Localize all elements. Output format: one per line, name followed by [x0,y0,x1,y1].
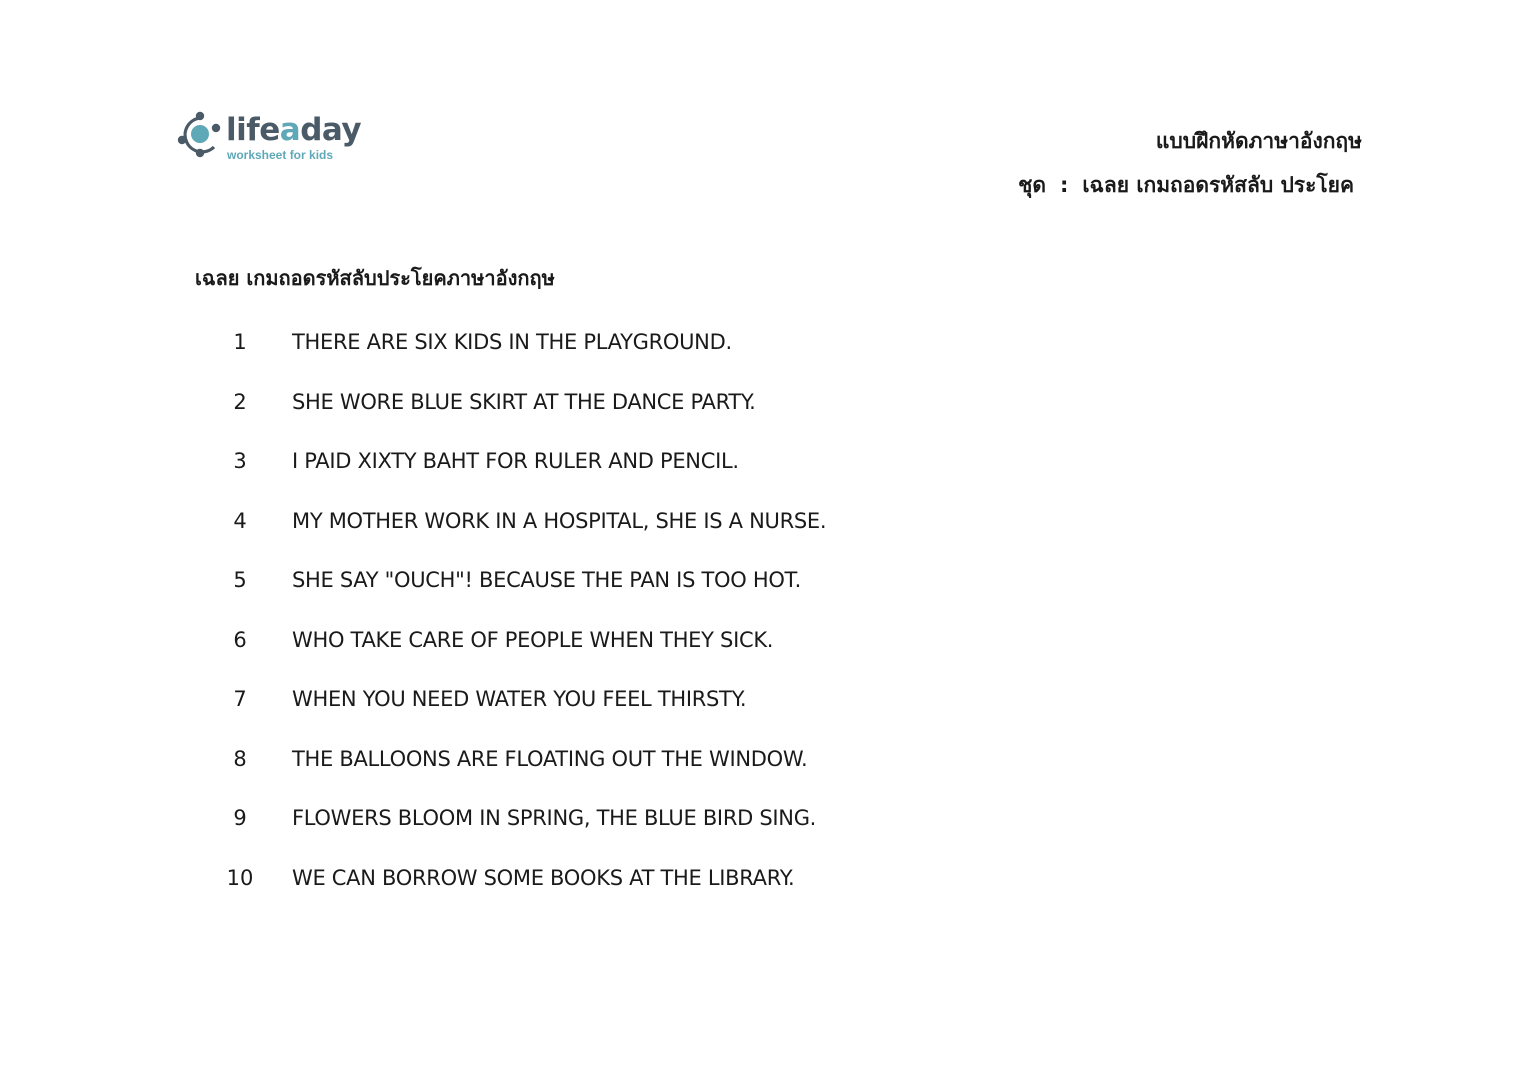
logo-word-part1: life [226,112,280,148]
logo-word-part2: a [279,112,301,148]
logo-molecule-icon [176,110,224,160]
answer-sentence: WE CAN BORROW SOME BOOKS AT THE LIBRARY. [292,865,795,890]
lifeaday-logo [176,110,366,166]
answer-sentence: I PAID XIXTY BAHT FOR RULER AND PENCIL. [292,449,739,473]
answer-list [220,322,826,917]
answer-row [220,858,826,918]
answer-row [220,382,826,442]
subtitle-value: เฉลย เกมถอดรหัสลับ ประโยค [1082,173,1354,197]
answer-row [220,620,826,680]
answer-row [220,441,826,501]
answer-sentence: SHE WORE BLUE SKIRT AT THE DANCE PARTY. [292,389,756,414]
logo-tagline: worksheet for kids [227,148,334,162]
answer-row [220,560,826,620]
answer-number: 6 [233,627,247,652]
answer-number: 4 [233,508,247,533]
answer-number: 2 [233,389,247,414]
answer-sentence: FLOWERS BLOOM IN SPRING, THE BLUE BIRD SING. [292,806,817,830]
subtitle-separator: : [1059,173,1069,197]
worksheet-subtitle [1018,168,1354,202]
answer-sentence: WHO TAKE CARE OF PEOPLE WHEN THEY SICK. [292,627,774,652]
answer-number: 3 [233,449,247,473]
answer-sentence: THE BALLOONS ARE FLOATING OUT THE WINDOW. [292,746,808,771]
answer-number: 5 [233,568,247,592]
answer-row [220,798,826,858]
answer-number: 7 [233,687,247,711]
answer-sentence: SHE SAY "OUCH"! BECAUSE THE PAN IS TOO HOT. [292,568,801,592]
answer-key-heading: เฉลย เกมถอดรหัสลับประโยคภาษาอังกฤษ [195,266,555,290]
answer-row [220,322,826,382]
answer-row [220,739,826,799]
answer-sentence: THERE ARE SIX KIDS IN THE PLAYGROUND. [292,330,732,354]
answer-row [220,679,826,739]
worksheet-header [1018,124,1362,202]
answer-row [220,501,826,561]
logo-word-part3: day [300,112,362,148]
answer-number: 9 [233,806,247,830]
answer-sentence: MY MOTHER WORK IN A HOSPITAL, SHE IS A NURSE. [292,508,827,533]
worksheet-title: แบบฝึกหัดภาษาอังกฤษ [1155,129,1362,153]
answer-number: 10 [226,865,254,890]
logo-wordmark [226,112,361,148]
answer-number: 1 [233,330,247,354]
subtitle-label: ชุด [1018,173,1046,197]
answer-number: 8 [233,746,247,771]
answer-sentence: WHEN YOU NEED WATER YOU FEEL THIRSTY. [292,687,747,711]
